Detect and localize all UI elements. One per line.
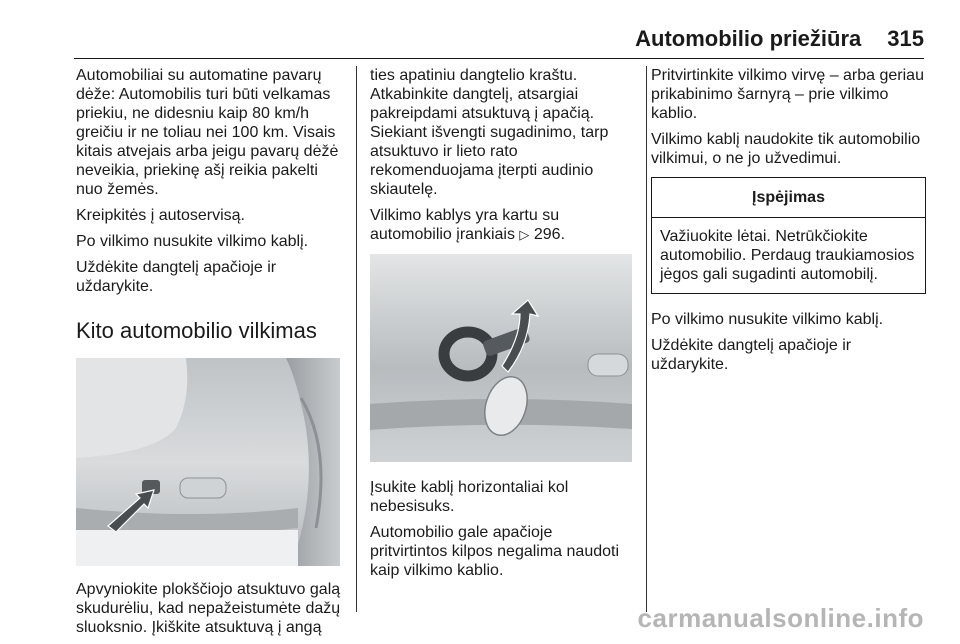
column-divider — [646, 66, 647, 612]
page-reference[interactable]: 296. — [533, 226, 566, 243]
page-reference-icon: ▷ — [519, 227, 530, 242]
column-right — [651, 66, 926, 381]
section-heading: Kito automobilio vilkimas — [76, 318, 317, 343]
paragraph: ties apatiniu dangtelio kraštu. Atkabinkite dangtelį, atsargiai pakreipdami atsuktuvą į apačią. Siekiant išvengti sugadinimo, tarp atsuktuvo ir lieto rato rekomenduojama įterpti audinio skiautelę. — [370, 67, 609, 198]
warning-title: Įspėjimas — [652, 178, 925, 218]
figure-rear-bumper-cover — [76, 358, 340, 566]
page-number: 315 — [887, 26, 924, 51]
warning-box — [651, 177, 926, 294]
header-title: Automobilio priežiūra — [635, 26, 862, 51]
paragraph: Įsukite kablį horizontaliai kol nebesisuks. — [370, 479, 569, 515]
paragraph: Uždėkite dangtelį apačioje ir uždarykite. — [76, 259, 277, 295]
towing-eye-illustration — [370, 254, 632, 462]
paragraph: Apvyniokite plokščiojo atsuktuvo galą skudurėliu, kad nepažeistumėte dažų sluoksnio. Įkiškite atsuktuvą į angą — [76, 581, 341, 636]
header-rule — [74, 58, 924, 59]
bumper-illustration — [76, 358, 340, 566]
paragraph — [370, 206, 634, 244]
paragraph: Kreipkitės į autoservisą. — [76, 207, 245, 224]
paragraph: Pritvirtinkite vilkimo virvę – arba geriau prikabinimo šarnyrą – prie vilkimo kablio. — [651, 67, 924, 122]
paragraph: Po vilkimo nusukite vilkimo kablį. — [76, 233, 309, 250]
column-left — [76, 66, 344, 644]
paragraph-text: Vilkimo kablys yra kartu su automobilio įrankiais — [370, 207, 560, 243]
paragraph: Automobiliai su automatine pavarų dėže: Automobilis turi būti velkamas priekiu, ne didesniu kaip 80 km/h greičiu ir ne toliau nei 100 km. Visais kitais atvejais arba jeigu pavarų dėžė neveikia, priekinę ašį reikia pakelti nuo žemės. — [76, 67, 339, 198]
paragraph: Uždėkite dangtelį apačioje ir uždarykite. — [651, 337, 852, 373]
page-header — [635, 26, 924, 52]
watermark: carmanualsonline.info — [637, 603, 924, 633]
paragraph: Automobilio gale apačioje pritvirtintos kilpos negalima naudoti kaip vilkimo kablio. — [370, 524, 620, 579]
warning-body: Važiuokite lėtai. Netrūkčiokite automobilio. Perdaug traukiamosios jėgos gali sugadinti automobilį. — [660, 228, 915, 283]
figure-towing-eye — [370, 254, 632, 462]
column-divider — [356, 66, 357, 612]
column-middle — [370, 66, 634, 587]
paragraph: Po vilkimo nusukite vilkimo kablį. — [651, 311, 884, 328]
paragraph: Vilkimo kablį naudokite tik automobilio vilkimui, o ne jo užvedimui. — [651, 131, 921, 167]
